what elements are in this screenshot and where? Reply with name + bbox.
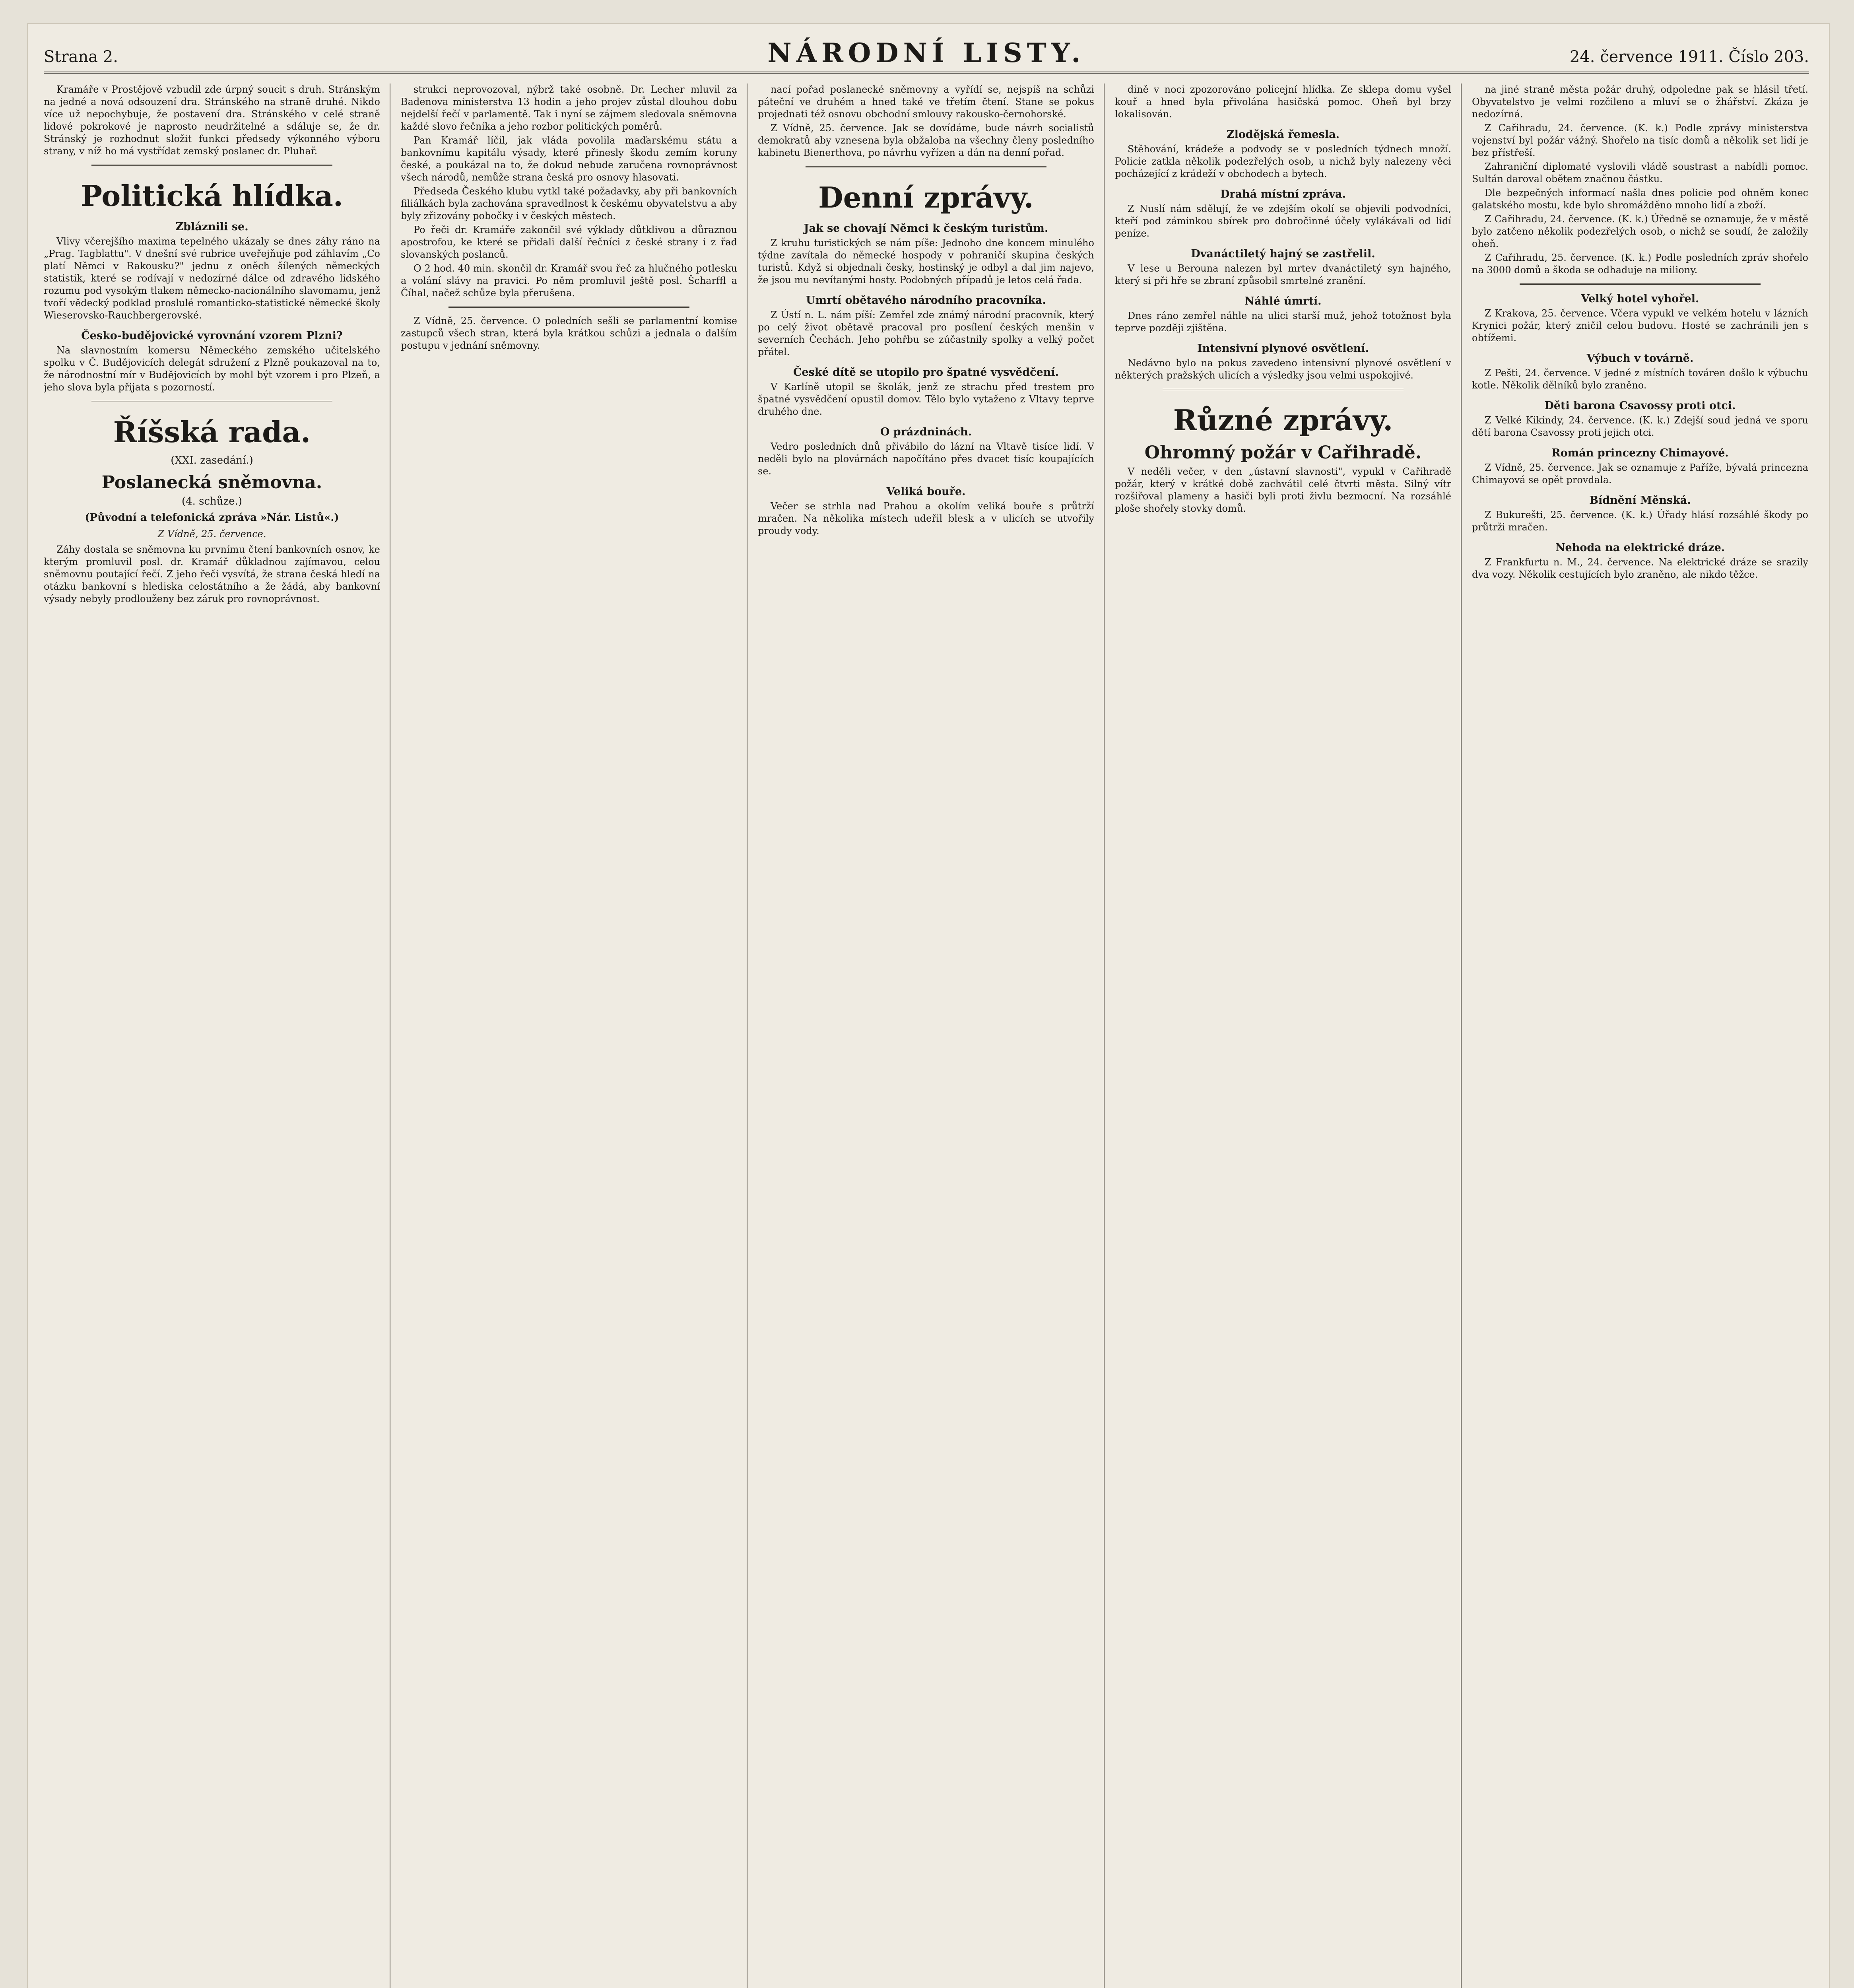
- column-2: [401, 83, 737, 1988]
- article-text: V lese u Berouna nalezen byl mrtev dvanáctiletý syn hajného, který si při hře se zbraní způsobil smrtelné zranění.: [1115, 263, 1451, 286]
- article-text: Z Vídně, 25. července. Jak se oznamuje z Paříže, bývalá princezna Chimayová se opět provdala.: [1472, 462, 1808, 485]
- article-text: nací pořad poslanecké sněmovny a vyřídí se, nejspíš na schůzi páteční ve druhém a hned také ve třetím čtení. Stane se pokus projednati též osnovu obchodní smlouvy rakousko-černohorské.: [758, 84, 1094, 120]
- article-text: strukci neprovozoval, nýbrž také osobně. Dr. Lecher mluvil za Badenova ministerstva 13 hodin a jeho projev zůstal dlouhou dobu nejdelší řečí v parlamentě. Tak i nyní se zájmem sledovala sněmovna každé slovo řečníka a jeho rozbor politických poměrů.: [401, 84, 737, 132]
- divider: [1520, 283, 1761, 285]
- article-text: Zahraniční diplomaté vyslovili vládě soustrast a nabídli pomoc. Sultán daroval obětem značnou částku.: [1472, 161, 1808, 184]
- article-text: Po řeči dr. Kramáře zakončil své výklady důtklivou a důraznou apostrofou, ke které se přidali další řečníci z české strany i z řad slovanských poslanců.: [401, 224, 737, 260]
- article-text: Stěhování, krádeže a podvody se v posledních týdnech množí. Policie zatkla několik podezřelých osob, u nichž byly nalezeny věci pocházející z krádeží v obchodech a bytech.: [1115, 144, 1451, 179]
- article-text: Večer se strhla nad Prahou a okolím veliká bouře s průtrží mračen. Na několika místech udeřil blesk a v ulicích se utvořily proudy vody.: [758, 501, 1094, 536]
- section-title-daily: Denní zprávy.: [818, 181, 1034, 214]
- article-text: Dle bezpečných informací našla dnes policie pod ohněm konec galatského mostu, kde bylo shromážděno mnoho lidí a zboží.: [1472, 187, 1808, 211]
- page-number: Strana 2.: [44, 48, 118, 66]
- article-text: Z Bukurešti, 25. července. (K. k.) Úřady hlásí rozsáhlé škody po průtrži mračen.: [1472, 509, 1808, 533]
- article-heading: Dvanáctiletý hajný se zastřelil.: [1191, 248, 1375, 260]
- article-heading: O prázdninách.: [880, 426, 972, 438]
- article-heading: Jak se chovají Němci k českým turistům.: [804, 222, 1048, 235]
- issue-date: 24. července 1911. Číslo 203.: [1569, 48, 1809, 66]
- column-4: [1115, 83, 1451, 1988]
- article-text: dině v noci zpozorováno policejní hlídka. Ze sklepa domu vyšel kouř a hned byla přivolána hasičská pomoc. Oheň byl brzy lokalisován.: [1115, 84, 1451, 120]
- article-heading: Česko-budějovické vyrovnání vzorem Plzni?: [81, 330, 343, 342]
- article-text: V Karlíně utopil se školák, jenž ze strachu před trestem pro špatné vysvědčení opustil domov. Tělo bylo vytaženo z Vltavy teprve druhého dne.: [758, 381, 1094, 417]
- column-1: [44, 83, 380, 1988]
- divider: [448, 307, 689, 308]
- article-heading: Výbuch v továrně.: [1586, 352, 1694, 365]
- article-text: Z Nuslí nám sdělují, že ve zdejším okolí se objevili podvodníci, kteří pod záminkou sbírek pro dobročinné účely vylákávali od lidí peníze.: [1115, 203, 1451, 239]
- article-text: Vedro posledních dnů přivábilo do lázní na Vltavě tisíce lidí. V neděli bylo na plovárnách napočítáno přes dvacet tisíc koupajících se.: [758, 441, 1094, 477]
- meeting-number: (4. schůze.): [181, 495, 243, 507]
- article-text: Pan Kramář líčil, jak vláda povolila maďarskému státu a bankovnímu kapitálu výsady, které přinesly škodu zemím koruny české, a poukázal na to, že dokud nebude zaručena rovnoprávnost všech národů, nemůže strana česká pro osnovy hlasovati.: [401, 135, 737, 183]
- article-text: Z Vídně, 25. července. O poledních sešli se parlamentní komise zastupců všech stran, která byla krátkou schůzi a jednala o dalším postupu v jednání sněmovny.: [401, 315, 737, 351]
- article-heading: Velký hotel vyhořel.: [1581, 293, 1699, 305]
- newspaper-page: [28, 24, 1829, 1988]
- article-heading: Bídnění Měnská.: [1589, 494, 1691, 507]
- article-heading: Zbláznili se.: [175, 221, 248, 233]
- article-text: na jiné straně města požár druhý, odpoledne pak se hlásil třetí. Obyvatelstvo je velmi rozčileno a mluví se o žhářství. Zkáza je nedozírná.: [1472, 84, 1808, 120]
- article-heading: Nehoda na elektrické dráze.: [1555, 542, 1725, 554]
- article-heading: Veliká bouře.: [886, 485, 966, 498]
- article-text: Na slavnostním komersu Německého zemského učitelského spolku v Č. Budějovicích delegát sdružení z Plzně poukazoval na to, že národnostní mír v Budějovicích by mohl být vzorem i pro Plzeň, a jeho slova byla přijata s pozorností.: [44, 345, 380, 393]
- section-title-various: Různé zprávy.: [1173, 403, 1393, 437]
- article-text: Z Ústí n. L. nám píší: Zemřel zde známý národní pracovník, který po celý život obětavě pracoval pro posílení českých menšin v severních Čechách. Jeho pohřbu se zúčastnily spolky a velký počet přátel.: [758, 309, 1094, 357]
- columns: [44, 83, 1809, 1988]
- article-text: Nedávno bylo na pokus zavedeno intensivní plynové osvětlení v některých pražských ulicích a výsledky jsou velmi uspokojivé.: [1115, 357, 1451, 381]
- session-number: (XXI. zasedání.): [171, 454, 253, 466]
- article-text: Z Cařihradu, 24. července. (K. k.) Úředně se oznamuje, že v městě bylo zatčeno několik podezřelých osob, o nichž se soudí, že založily oheň.: [1472, 214, 1808, 249]
- article-heading: České dítě se utopilo pro špatné vysvědčení.: [793, 366, 1059, 379]
- article-text: Záhy dostala se sněmovna ku prvnímu čtení bankovních osnov, ke kterým promluvil posl. dr. Kramář důkladnou zajímavou, celou sněmovnu poutající řečí. Z jeho řeči vysvítá, že strana česká hledí na otázku bankovní s hlediska celostátního a že žádá, aby bankovní výsady nebyly prodlouženy bez záruk pro rovnoprávnost.: [44, 544, 380, 604]
- article-text: Kramáře v Prostějově vzbudil zde úrpný soucit s druh. Stránským na jedné a nová odsouzení dra. Stránského na straně druhé. Nikdo více už nepochybuje, že postavení dra. Stránského v celé straně lidové pokrokové je naprosto neudržitelné a sdáluje se, že dr. Stránský je rozhodnut složit funkci předsedy výkonného výboru strany, v níž ho má vystřídat zemský poslanec dr. Pluhař.: [44, 84, 380, 157]
- article-text: Předseda Českého klubu vytkl také požadavky, aby při bankovních filiálkách byla zachována spravedlnost k českému obyvatelstvu a aby byly zřizovány pobočky i v českých městech.: [401, 186, 737, 221]
- article-title-fire: Ohromný požár v Cařihradě.: [1144, 443, 1422, 463]
- divider: [1163, 389, 1404, 390]
- section-title-riss: Říšská rada.: [113, 415, 311, 449]
- dateline: Z Vídně, 25. července.: [157, 528, 266, 540]
- article-text: Z Pešti, 24. července. V jedné z místních továren došlo k výbuchu kotle. Několik dělníků bylo zraněno.: [1472, 367, 1808, 391]
- article-text: Z kruhu turistických se nám píše: Jednoho dne koncem minulého týdne zavítala do německé hospody v pohraničí skupina českých turistů. Když si objednali česky, hostinský je odbyl a dal jim najevo, že jsou mu nevítanými hosty. Podobných případů je letos celá řada.: [758, 237, 1094, 285]
- article-text: Vlivy včerejšího maxima tepelného ukázaly se dnes záhy ráno na „Prag. Tagblattu". V dnešní své rubrice uveřejňuje pod záhlavím „Co platí Němci v Rakousku?" jednu z oněch šílených německých statistik, které se rodívají v nedozírné dálce od zdravého lidského rozumu pod vysokým tlakem německo-nacionálního slavomamu, jenž tvoří vědecký podklad proslulé romanticko-statistické německé školy Wieserovsko-Rauchbergerovské.: [44, 236, 380, 321]
- article-text: Z Frankfurtu n. M., 24. července. Na elektrické dráze se srazily dva vozy. Několik cestujících bylo zraněno, ale nikdo těžce.: [1472, 557, 1808, 580]
- article-heading: Děti barona Csavossy proti otci.: [1544, 400, 1736, 412]
- article-text: Z Cařihradu, 25. července. (K. k.) Podle posledních zpráv shořelo na 3000 domů a škoda se odhaduje na miliony.: [1472, 252, 1808, 276]
- column-rule: [1104, 83, 1105, 1988]
- section-title-politics: Politická hlídka.: [81, 179, 343, 213]
- column-5: [1472, 83, 1808, 1988]
- article-heading: Umrtí obětavého národního pracovníka.: [806, 294, 1046, 307]
- article-text: Z Velké Kikindy, 24. července. (K. k.) Zdejší soud jedná ve sporu dětí barona Csavossy proti jejich otci.: [1472, 415, 1808, 438]
- article-text: V neděli večer, v den „ústavní slavnosti", vypukl v Cařihradě požár, který v krátké době zachvátil celé čtvrti města. Silný vítr rozšiřoval plameny a hasiči byli proti živlu bezmocní. Na rozsáhlé ploše shořely stovky domů.: [1115, 466, 1451, 514]
- article-heading: Zlodějská řemesla.: [1226, 128, 1340, 141]
- divider: [91, 401, 332, 402]
- article-text: Z Krakova, 25. července. Včera vypukl ve velkém hotelu v lázních Krynici požár, který zničil celou budovu. Hosté se zachránili jen s obtížemi.: [1472, 308, 1808, 344]
- article-text: O 2 hod. 40 min. skončil dr. Kramář svou řeč za hlučného potlesku a volání slávy na pravici. Po něm promluvil ještě posl. Šcharffl a Číhal, načež schůze byla přerušena.: [401, 263, 737, 299]
- article-text: Dnes ráno zemřel náhle na ulici starší muž, jehož totožnost byla teprve později zjištěna.: [1115, 310, 1451, 334]
- article-heading: Román princezny Chimayové.: [1551, 447, 1729, 459]
- article-text: Z Cařihradu, 24. července. (K. k.) Podle zprávy ministerstva vojenství byl požár vážný. Shořelo na tisíc domů a několik set lidí je bez přístřeší.: [1472, 122, 1808, 158]
- column-3: [758, 83, 1094, 1988]
- divider: [806, 166, 1046, 167]
- newspaper-title: NÁRODNÍ LISTY.: [767, 37, 1085, 68]
- article-heading: Náhlé úmrtí.: [1244, 295, 1322, 307]
- source-line: (Původní a telefonická zpráva »Nár. Listů«.): [85, 512, 339, 524]
- masthead: [44, 32, 1809, 74]
- article-heading: Drahá místní zpráva.: [1220, 188, 1346, 200]
- column-rule: [1461, 83, 1462, 1988]
- article-heading: Intensivní plynové osvětlení.: [1197, 342, 1369, 355]
- chamber-title: Poslanecká sněmovna.: [101, 472, 322, 493]
- divider: [91, 165, 332, 166]
- article-text: Z Vídně, 25. července. Jak se dovídáme, bude návrh socialistů demokratů aby vznesena byla obžaloba na všechny členy posledního kabinetu Bienerthova, po návrhu vyřízen a dán na denní pořad.: [758, 122, 1094, 158]
